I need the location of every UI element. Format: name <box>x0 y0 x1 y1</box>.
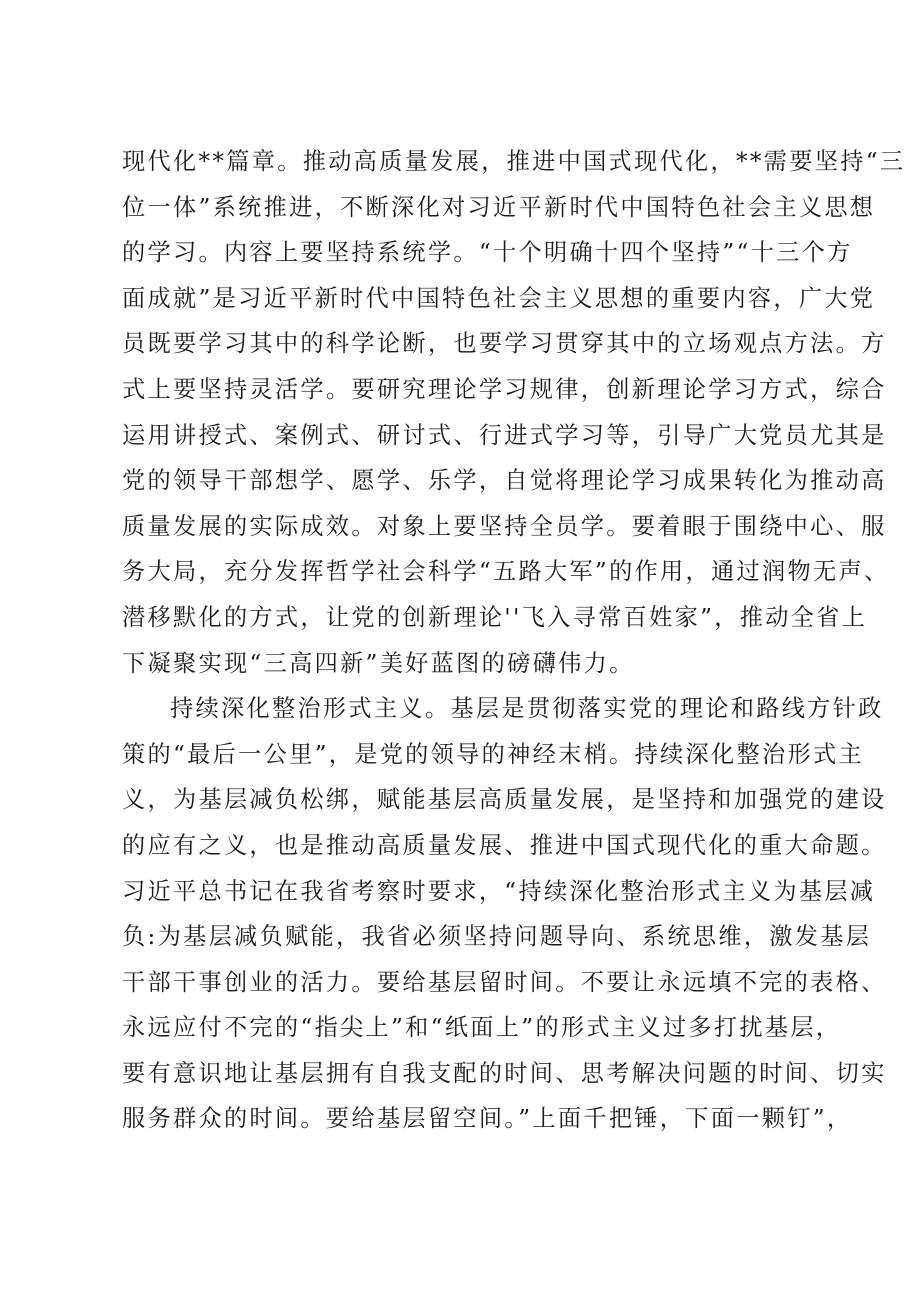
paragraph-2 <box>122 686 887 1142</box>
paragraph-1 <box>122 139 906 686</box>
text-line: 策的“最后一公里”，是党的领导的神经末梢。持续深化整治形式主 <box>122 740 864 768</box>
text-line: 面成就”是习近平新时代中国特色社会主义思想的重要内容，广大党 <box>122 284 876 312</box>
text-line: 要有意识地让基层拥有自我支配的时间、思考解决问题的时间、切实 <box>122 1059 887 1087</box>
text-line: 员既要学习其中的科学论断，也要学习贯穿其中的立场观点方法。方 <box>122 330 887 358</box>
text-line: 的学习。内容上要坚持系统学。“十个明确十四个坚持”“十三个方 <box>122 239 853 267</box>
text-line: 位一体”系统推进，不断深化对习近平新时代中国特色社会主义思想 <box>122 193 876 221</box>
text-line: 习近平总书记在我省考察时要求，“持续深化整治形式主义为基层减 <box>122 877 876 905</box>
text-line: 永远应付不完的“指尖上”和“纸面上”的形式主义过多打扰基层， <box>122 1014 842 1042</box>
text-line: 潜移默化的方式，让党的创新理论''飞入寻常百姓家”，推动全省上 <box>122 603 868 631</box>
text-line: 式上要坚持灵活学。要研究理论学习规律，创新理论学习方式，综合 <box>122 375 887 403</box>
text-line: 现代化**篇章。推动高质量发展，推进中国式现代化，**需要坚持“三 <box>122 148 906 175</box>
document-body <box>122 139 906 1142</box>
text-line: 务大局，充分发挥哲学社会科学“五路大军”的作用，通过润物无声、 <box>122 558 890 586</box>
text-line: 持续深化整治形式主义。基层是贯彻落实党的理论和路线方针政 <box>170 695 884 723</box>
text-line: 义，为基层减负松绑，赋能基层高质量发展，是坚持和加强党的建设 <box>122 786 887 814</box>
text-line: 下凝聚实现“三高四新”美好蓝图的磅礴伟力。 <box>122 649 635 677</box>
text-line: 的应有之义，也是推动高质量发展、推进中国式现代化的重大命题。 <box>122 831 887 859</box>
text-line: 负:为基层减负赋能，我省必须坚持问题导向、系统思维，激发基层 <box>122 923 872 951</box>
text-line: 党的领导干部想学、愿学、乐学，自觉将理论学习成果转化为推动高 <box>122 467 887 495</box>
text-line: 服务群众的时间。要给基层留空间。”上面千把锤，下面一颗钉”， <box>122 1105 853 1133</box>
text-line: 干部干事创业的活力。要给基层留时间。不要让永远填不完的表格、 <box>122 968 887 996</box>
text-line: 运用讲授式、案例式、研讨式、行进式学习等，引导广大党员尤其是 <box>122 421 887 449</box>
text-line: 质量发展的实际成效。对象上要坚持全员学。要着眼于围绕中心、服 <box>122 512 887 540</box>
